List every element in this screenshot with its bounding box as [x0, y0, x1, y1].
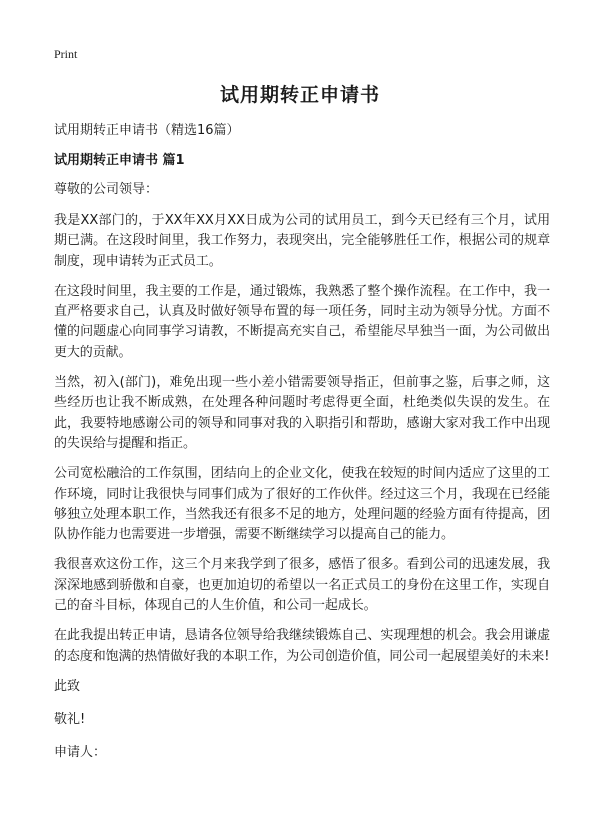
paragraph-6: 在此我提出转正申请，恳请各位领导给我继续锻炼自己、实现理想的机会。我会用谦虚的态度和饱满的热情做好我的本职工作，为公司创造价值，同公司一起展望美好的未来! — [54, 628, 550, 664]
paragraph-5: 我很喜欢这份工作，这三个月来我学到了很多，感悟了很多。看到公司的迅速发展，我深深地感到骄傲和自豪，也更加迫切的希望以一名正式员工的身份在这里工作，实现自己的奋斗目标，体现自己的人生价值，和公司一起成长。 — [54, 557, 550, 614]
section-heading: 试用期转正申请书 篇1 — [54, 153, 185, 168]
signature-label: 申请人： — [54, 744, 107, 760]
salutation-line: 敬礼! — [54, 711, 86, 727]
document-subtitle: 试用期转正申请书（精选16篇） — [54, 123, 240, 138]
closing-line: 此致 — [54, 678, 81, 694]
page-title: 试用期转正申请书 — [219, 84, 380, 106]
paragraph-4: 公司宽松融洽的工作氛围，团结向上的企业文化，使我在较短的时间内适应了这里的工作环境，同时让我很快与同事们成为了很好的工作伙伴。经过这三个月，我现在已经能够独立处理本职工作，当然我还有很多不足的地方，处理问题的经验方面有待提高，团队协作能力也需要进一步增强，需要不断继续学习以提高自己的能力。 — [54, 466, 550, 543]
print-link[interactable]: Print — [54, 47, 78, 61]
paragraph-1: 我是XX部门的，于XX年XX月XX日成为公司的试用员工，到今天已经有三个月，试用期已满。在这段时间里，我工作努力，表现突出，完全能够胜任工作，根据公司的规章制度，现申请转为正式员工。 — [54, 213, 550, 269]
paragraph-3: 当然，初入(部门)，难免出现一些小差小错需要领导指正，但前事之鉴，后事之师，这些经历也让我不断成熟，在处理各种问题时考虑得更全面，杜绝类似失误的发生。在此，我要特地感谢公司的领导和同事对我的入职指引和帮助，感谢大家对我工作中出现的失误给与提醒和指正。 — [54, 375, 550, 451]
document-body — [54, 121, 550, 776]
paragraph-2: 在这段时间里，我主要的工作是，通过锻炼，我熟悉了整个操作流程。在工作中，我一直严格要求自己，认真及时做好领导布置的每一项任务，同时主动为领导分忧。方面不懂的问题虚心向同事学习请教，不断提高充实自己，希望能尽早独当一面，为公司做出更大的贡献。 — [54, 283, 550, 360]
greeting: 尊敬的公司领导： — [54, 182, 159, 197]
